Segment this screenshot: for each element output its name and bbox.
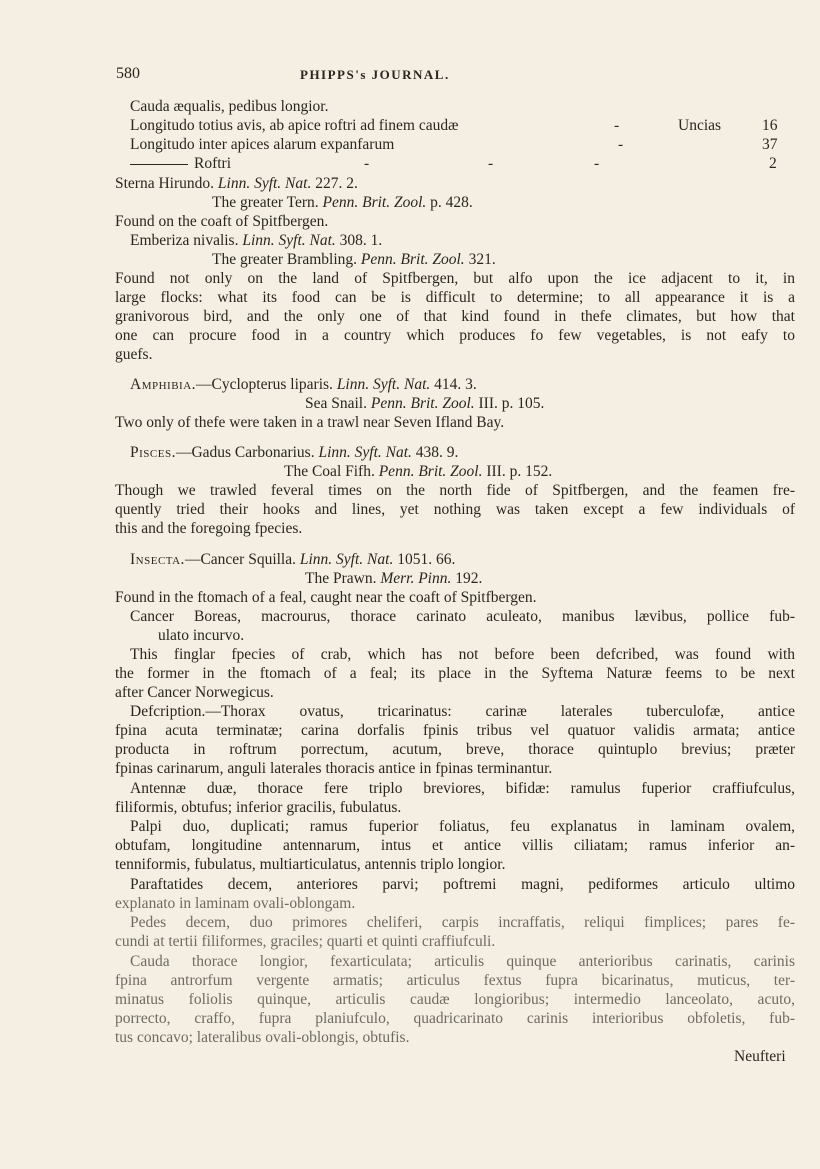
common-name: Sea Snail. bbox=[305, 395, 367, 412]
paragraph-line: Cancer Boreas, macrourus, thorace carinato aculeato, manibus lævibus, pollice fub- bbox=[130, 608, 795, 625]
section-line bbox=[130, 550, 455, 569]
paragraph-line: tus concavo; lateralibus ovali-oblongis, obtufis. bbox=[115, 1029, 410, 1046]
dash-marker: - bbox=[614, 117, 620, 134]
beak-label: Roftri bbox=[194, 155, 232, 172]
reference: Penn. Brit. Zool. bbox=[378, 463, 483, 480]
dash-marker: - bbox=[618, 136, 624, 153]
ditto-rule bbox=[130, 164, 188, 165]
common-name-line bbox=[284, 462, 552, 481]
section-line bbox=[130, 375, 477, 394]
reference-pages: 321. bbox=[468, 251, 496, 268]
dash-marker: - bbox=[364, 155, 370, 172]
reference: Linn. Syft. Nat. bbox=[299, 551, 394, 568]
paragraph-line: obtufam, longitudine antennarum, intus et antice villis ciliatam; ramus inferior an- bbox=[115, 837, 795, 854]
reference-pages: 308. 1. bbox=[339, 232, 383, 249]
common-name: The Prawn. bbox=[305, 570, 377, 587]
common-name-line bbox=[212, 250, 496, 269]
body-text: Found in the ftomach of a feal, caught near the coaft of Spitfbergen. bbox=[115, 589, 537, 606]
beak-value: 2 bbox=[769, 155, 777, 172]
common-name: The greater Brambling. bbox=[212, 251, 358, 268]
paragraph-line: this and the foregoing fpecies. bbox=[115, 520, 303, 537]
species-name: Sterna Hirundo. bbox=[115, 175, 215, 192]
common-name: The Coal Fifh. bbox=[284, 463, 375, 480]
reference-pages: 1051. 66. bbox=[397, 551, 456, 568]
length-value: 16 bbox=[762, 117, 778, 134]
reference: Linn. Syft. Nat. bbox=[217, 175, 312, 192]
wingspan-label: Longitudo inter apices alarum expanfarum bbox=[130, 136, 395, 153]
running-title: PHIPPS's JOURNAL. bbox=[300, 67, 450, 82]
common-name-line bbox=[305, 394, 544, 413]
section-heading: Insecta. bbox=[130, 551, 185, 568]
reference: Penn. Brit. Zool. bbox=[370, 395, 475, 412]
paragraph-line: Palpi duo, duplicati; ramus fuperior foliatus, feu explanatus in laminam ovalem, bbox=[130, 818, 795, 835]
beak-row bbox=[130, 154, 231, 173]
paragraph-line: filiformis, obtufus; inferior gracilis, fubulatus. bbox=[115, 799, 402, 816]
paragraph-line: fpina acuta terminatæ; carina dorfalis fpinis tribus vel quatuor validis armata; antice bbox=[115, 722, 795, 739]
species-name: —Gadus Carbonarius. bbox=[175, 444, 315, 461]
reference: Linn. Syft. Nat. bbox=[242, 232, 336, 249]
common-name: The greater Tern. bbox=[212, 194, 319, 211]
reference: Linn. Syft. Nat. bbox=[336, 376, 431, 393]
catchword: Neufteri bbox=[734, 1048, 786, 1065]
paragraph-line: one can procure food in a country which produces fo few vegetables, is not eafy to bbox=[115, 327, 795, 344]
paragraph-line: tenniformis, fubulatus, multiarticulatus, antennis triplo longior. bbox=[115, 856, 506, 873]
wingspan-value: 37 bbox=[762, 136, 778, 153]
reference-pages: 414. 3. bbox=[434, 376, 477, 393]
paragraph-line: minatus foliolis quinque, articulis caudæ longioribus; intermedio lanceolato, acuto, bbox=[115, 991, 795, 1008]
length-label: Longitudo totius avis, ab apice roftri ad finem caudæ bbox=[130, 117, 459, 134]
paragraph-line: fpina antrorfum vergente armatis; articulus fextus fupra bicarinatus, muticus, ter- bbox=[115, 972, 795, 989]
dash-marker: - bbox=[594, 155, 600, 172]
reference: Merr. Pinn. bbox=[380, 570, 452, 587]
paragraph-line: Antennæ duæ, thorace fere triplo breviores, bifidæ: ramulus fuperior craffiufculus, bbox=[130, 780, 795, 797]
paragraph-line: quently tried their hooks and lines, yet nothing was taken except a few individuals of bbox=[115, 501, 795, 518]
reference-pages: 438. 9. bbox=[415, 444, 459, 461]
unit-label: Uncias bbox=[678, 117, 722, 134]
paragraph-line: Pedes decem, duo primores cheliferi, carpis incraffatis, reliqui fimplices; pares fe- bbox=[130, 914, 795, 931]
paragraph-line: Cauda thorace longior, fexarticulata; articulis quinque anterioribus carinatis, carinis bbox=[130, 953, 795, 970]
paragraph-line: ulato incurvo. bbox=[158, 627, 245, 644]
paragraph-line: after Cancer Norwegicus. bbox=[115, 684, 274, 701]
paragraph-line: producta in roftrum porrectum, acutum, breve, thorace quintuplo brevius; præter bbox=[115, 741, 795, 758]
paragraph-line: Paraftatides decem, anteriores parvi; poftremi magni, pediformes articulo ultimo bbox=[130, 876, 795, 893]
paragraph-line: Found not only on the land of Spitfbergen, but alfo upon the ice adjacent to it, in bbox=[115, 270, 795, 287]
species-line bbox=[130, 231, 382, 250]
paragraph-line: large flocks: what its food can be is difficult to determine; to all appearance it is a bbox=[115, 289, 795, 306]
reference-pages: 192. bbox=[455, 570, 483, 587]
page-number: 580 bbox=[116, 65, 140, 82]
common-name-line bbox=[305, 569, 482, 588]
section-heading: Amphibia. bbox=[130, 376, 197, 393]
reference-pages: 227. 2. bbox=[315, 175, 358, 192]
paragraph-line: Though we trawled feveral times on the north fide of Spitfbergen, and the feamen fre- bbox=[115, 482, 795, 499]
paragraph-line: Defcription.—Thorax ovatus, tricarinatus: carinæ laterales tuberculofæ, antice bbox=[130, 703, 795, 720]
paragraph-line: fpinas carinarum, anguli laterales thoracis antice in fpinas terminantur. bbox=[115, 760, 553, 777]
reference: Penn. Brit. Zool. bbox=[360, 251, 465, 268]
paragraph-line: granivorous bird, and the only one of that kind found in thefe climates, but how that bbox=[115, 308, 795, 325]
reference-pages: III. p. 105. bbox=[478, 395, 545, 412]
paragraph-line: guefs. bbox=[115, 346, 153, 363]
species-name: —Cancer Squilla. bbox=[184, 551, 296, 568]
species-name: —Cyclopterus liparis. bbox=[196, 376, 333, 393]
paragraph-line: cundi at tertii filiformes, graciles; quarti et quinti craffiufculi. bbox=[115, 933, 496, 950]
paragraph-line: This finglar fpecies of crab, which has not before been defcribed, was found with bbox=[130, 646, 795, 663]
dash-marker: - bbox=[488, 155, 494, 172]
paragraph-line: porrecto, craffo, fupra planiufculo, quadricarinato carinis interioribus obfoletis, fub- bbox=[115, 1010, 795, 1027]
species-name: Emberiza nivalis. bbox=[130, 232, 239, 249]
common-name-line bbox=[212, 193, 473, 212]
species-line bbox=[115, 174, 358, 193]
reference: Linn. Syft. Nat. bbox=[318, 444, 412, 461]
paragraph-line: explanato in laminam ovali-oblongam. bbox=[115, 895, 356, 912]
body-text: Found on the coaft of Spitfbergen. bbox=[115, 213, 329, 230]
tail-description: Cauda æqualis, pedibus longior. bbox=[130, 98, 329, 115]
section-line bbox=[130, 443, 458, 462]
reference: Penn. Brit. Zool. bbox=[322, 194, 427, 211]
reference-pages: III. p. 152. bbox=[486, 463, 553, 480]
body-text: Two only of thefe were taken in a trawl near Seven Ifland Bay. bbox=[115, 414, 505, 431]
paragraph-line: the former in the ftomach of a feal; its place in the Syftema Naturæ feems to be next bbox=[115, 665, 795, 682]
section-heading: Pisces. bbox=[130, 444, 176, 461]
reference-pages: p. 428. bbox=[430, 194, 473, 211]
